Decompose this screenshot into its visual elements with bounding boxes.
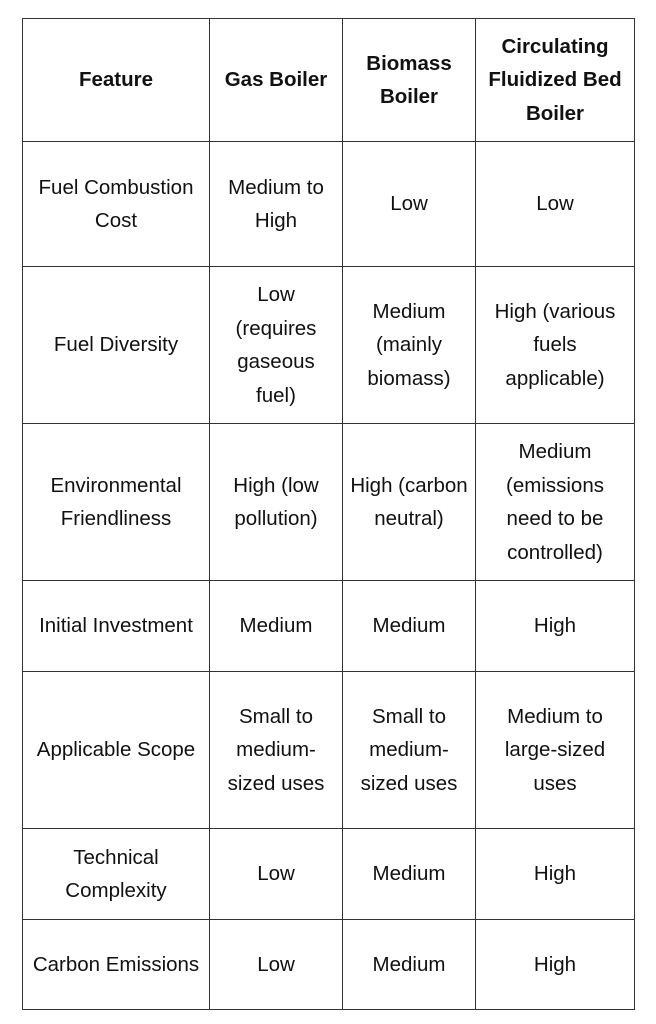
header-gas-boiler: Gas Boiler (210, 19, 343, 142)
cell-biomass: Low (343, 142, 476, 267)
cell-cfb: High (476, 920, 635, 1010)
cell-feature: Fuel Combustion Cost (23, 142, 210, 267)
cell-feature: Initial Investment (23, 581, 210, 672)
cell-gas: Medium (210, 581, 343, 672)
cell-biomass: Medium (mainly biomass) (343, 267, 476, 424)
table-row (23, 920, 635, 1010)
cell-cfb: Low (476, 142, 635, 267)
cell-feature: Fuel Diversity (23, 267, 210, 424)
table-row (23, 142, 635, 267)
table-row (23, 581, 635, 672)
cell-gas: Medium to High (210, 142, 343, 267)
table-row (23, 672, 635, 829)
cell-cfb: Medium to large-sized uses (476, 672, 635, 829)
cell-gas: Small to medium-sized uses (210, 672, 343, 829)
cell-cfb: High (476, 829, 635, 920)
cell-biomass: High (carbon neutral) (343, 424, 476, 581)
table-row (23, 424, 635, 581)
cell-feature: Environmental Friendliness (23, 424, 210, 581)
cell-biomass: Medium (343, 920, 476, 1010)
cell-feature: Technical Complexity (23, 829, 210, 920)
cell-cfb: Medium (emissions need to be controlled) (476, 424, 635, 581)
table-row (23, 267, 635, 424)
cell-biomass: Medium (343, 829, 476, 920)
table-row (23, 829, 635, 920)
cell-gas: Low (210, 920, 343, 1010)
cell-cfb: High (various fuels applicable) (476, 267, 635, 424)
cell-biomass: Small to medium-sized uses (343, 672, 476, 829)
header-biomass-boiler: Biomass Boiler (343, 19, 476, 142)
cell-gas: High (low pollution) (210, 424, 343, 581)
header-cfb-boiler: Circulating Fluidized Bed Boiler (476, 19, 635, 142)
cell-gas: Low (210, 829, 343, 920)
boiler-comparison-table (22, 18, 635, 1010)
cell-feature: Carbon Emissions (23, 920, 210, 1010)
cell-gas: Low (requires gaseous fuel) (210, 267, 343, 424)
cell-biomass: Medium (343, 581, 476, 672)
cell-feature: Applicable Scope (23, 672, 210, 829)
table-header-row (23, 19, 635, 142)
header-feature: Feature (23, 19, 210, 142)
cell-cfb: High (476, 581, 635, 672)
